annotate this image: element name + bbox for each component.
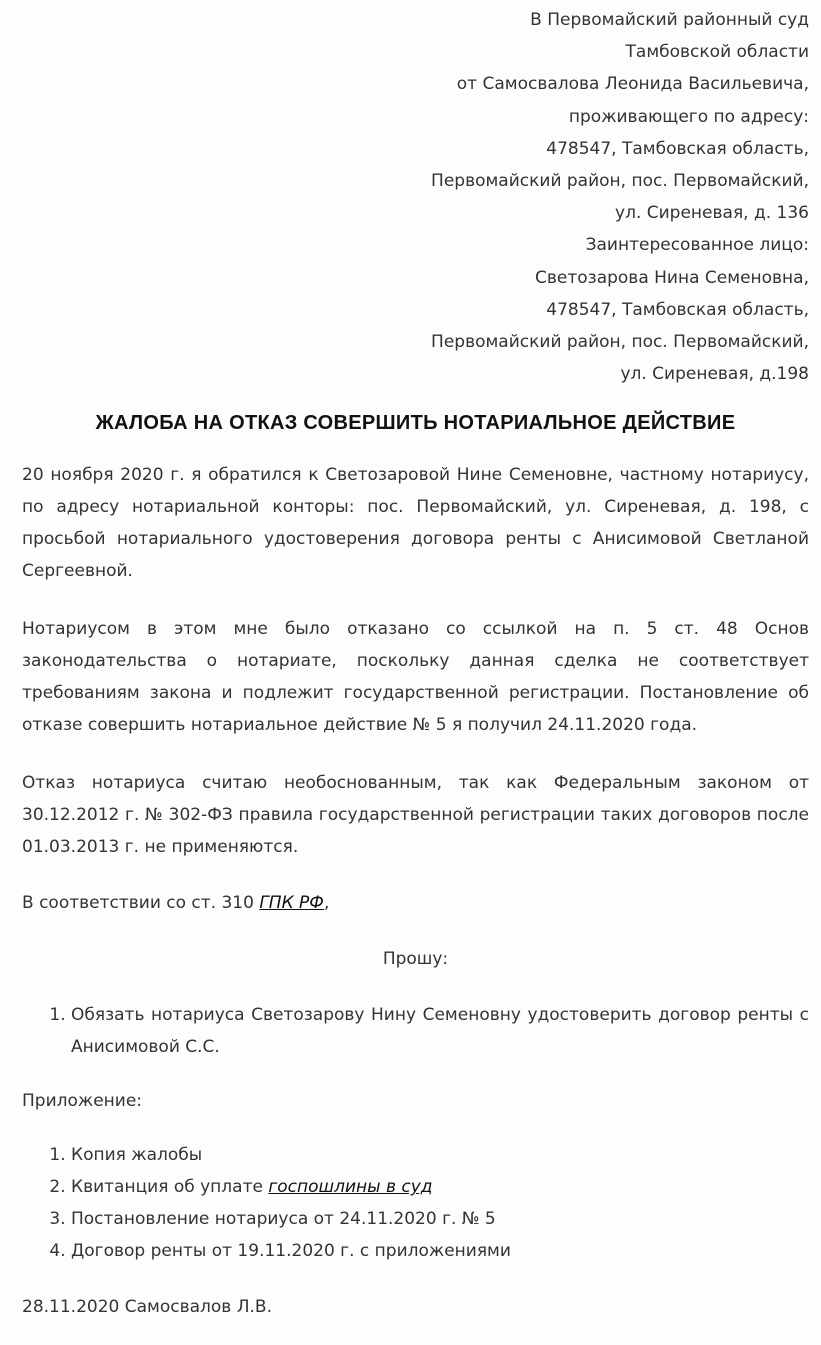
appendix-item: 1. Копия жалобы [71,1139,809,1171]
addressee-block [22,0,809,390]
request-item: 1. Обязать нотариуса Светозарову Нину Семеновну удостоверить договор ренты с Анисимовой С.С. [71,999,809,1063]
header-line: 478547, Тамбовская область, [546,138,809,159]
header-line: от Самосвалова Леонида Васильевича, [456,74,809,95]
header-line: В Первомайский районный суд [530,10,809,30]
request-list [22,999,809,1063]
appendix-item [71,1171,809,1203]
paragraph-objection: Отказ нотариуса считаю необоснованным, так как Федеральным законом от 30.12.2012 г. № 302-ФЗ правила государственной регистрации таких договоров после 01.03.2013 г. не применяются. [22,773,809,858]
header-line: Заинтересованное лицо: [585,235,809,256]
signature-line: 28.11.2020 Самосвалов Л.В. [22,1297,272,1318]
document-title: ЖАЛОБА НА ОТКАЗ СОВЕРШИТЬ НОТАРИАЛЬНОЕ ДЕЙСТВИЕ [95,412,736,435]
header-line: 478547, Тамбовская область, [546,299,809,320]
appendix-list [22,1139,809,1267]
header-line: ул. Сиреневая, д. 136 [615,203,809,224]
appendix-item: 3. Постановление нотариуса от 24.11.2020 г. № 5 [71,1203,809,1235]
legal-basis-text: В соответствии со ст. 310 [22,893,260,914]
appendix-item-text: Квитанция об уплате [71,1177,269,1198]
request-heading: Прошу: [382,949,449,970]
appendix-item: 4. Договор ренты от 19.11.2020 г. с приложениями [71,1235,809,1267]
header-line: Первомайский район, пос. Первомайский, [431,171,809,192]
appendix-heading: Приложение: [22,1091,143,1112]
paragraph-legal-basis [22,887,809,919]
header-line: Тамбовской области [625,42,809,63]
paragraph-appeal: 20 ноября 2020 г. я обратился к Светозаровой Нине Семеновне, частному нотариусу, по адресу нотариальной конторы: пос. Первомайский, ул. Сиреневая, д. 198, с просьбой нотариального удостоверения договора ренты с Анисимовой Светланой Сергеевной. [22,465,809,582]
header-line: Светозарова Нина Семеновна, [535,267,809,288]
state-fee-link[interactable]: госпошлины в суд [268,1177,433,1198]
header-line: ул. Сиреневая, д.198 [620,364,809,385]
paragraph-refusal: Нотариусом в этом мне было отказано со ссылкой на п. 5 ст. 48 Основ законодательства о нотариате, поскольку данная сделка не соответствует требованиям закона и подлежит государственной регистрации. Постановление об отказе совершить нотариальное действие № 5 я получил 24.11.2020 года. [22,619,809,736]
header-line: Первомайский район, пос. Первомайский, [431,332,809,353]
gpk-rf-link[interactable]: ГПК РФ [259,893,324,914]
header-line: проживающего по адресу: [568,106,809,127]
legal-basis-suffix: , [323,893,330,914]
